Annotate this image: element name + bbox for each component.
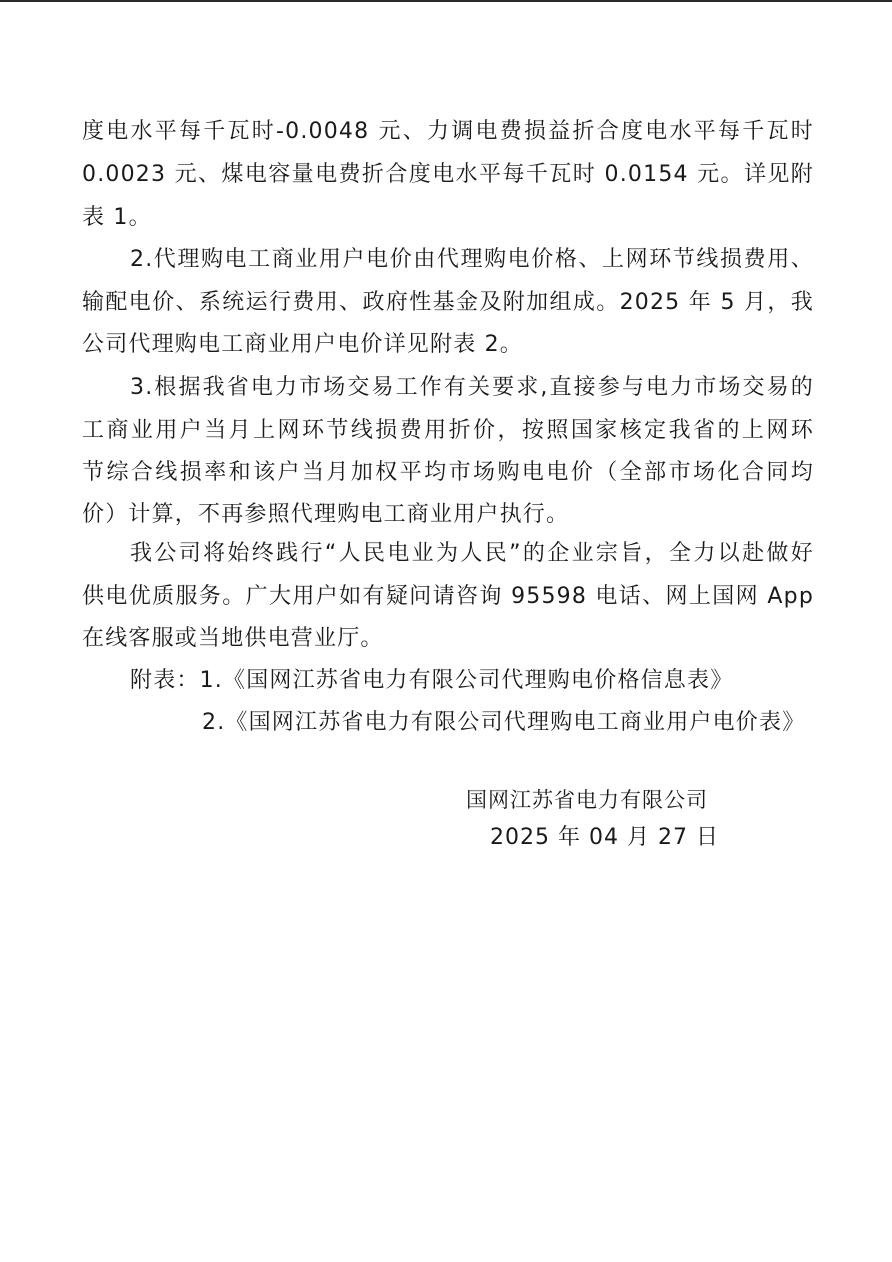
paragraph-1-line-3: 表 1。 <box>82 205 152 230</box>
paragraph-2-line-1: 2.代理购电工商业用户电价由代理购电价格、上网环节线损费用、 <box>130 247 814 272</box>
signature-date: 2025 年 04 月 27 日 <box>490 825 719 850</box>
paragraph-2-line-3: 公司代理购电工商业用户电价详见附表 2。 <box>82 332 523 357</box>
attachment-item-2: 2.《国网江苏省电力有限公司代理购电工商业用户电价表》 <box>202 710 806 735</box>
attachments-label: 附表： <box>130 668 200 693</box>
paragraph-3-line-3: 节综合线损率和该户当月加权平均市场购电电价（全部市场化合同均 <box>82 460 814 485</box>
paragraph-4-line-2: 供电优质服务。广大用户如有疑问请咨询 95598 电话、网上国网 App <box>82 584 814 609</box>
signature-organization: 国网江苏省电力有限公司 <box>466 788 708 812</box>
paragraph-4-line-1: 我公司将始终践行“人民电业为人民”的企业宗旨，全力以赴做好 <box>130 541 814 566</box>
paragraph-1-line-1: 度电水平每千瓦时-0.0048 元、力调电费损益折合度电水平每千瓦时 <box>82 119 814 144</box>
paragraph-3-line-1: 3.根据我省电力市场交易工作有关要求,直接参与电力市场交易的 <box>130 375 814 400</box>
paragraph-1-line-2: 0.0023 元、煤电容量电费折合度电水平每千瓦时 0.0154 元。详见附 <box>82 162 814 187</box>
attachment-item-1: 1.《国网江苏省电力有限公司代理购电价格信息表》 <box>199 668 734 693</box>
attachments-list <box>130 666 733 696</box>
paragraph-4-line-3: 在线客服或当地供电营业厅。 <box>82 626 384 651</box>
paragraph-3-line-2: 工商业用户当月上网环节线损费用折价，按照国家核定我省的上网环 <box>82 418 814 443</box>
paragraph-3-line-4: 价）计算，不再参照代理购电工商业用户执行。 <box>82 502 570 527</box>
paragraph-2-line-2: 输配电价、系统运行费用、政府性基金及附加组成。2025 年 5 月，我 <box>82 290 814 315</box>
